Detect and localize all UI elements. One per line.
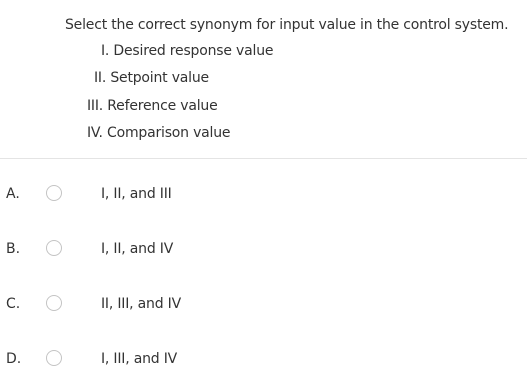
answer-option-d[interactable]	[0, 339, 527, 379]
statement-item: II. Setpoint value	[94, 70, 209, 86]
option-label[interactable]: I, III, and IV	[101, 351, 178, 367]
question-prompt: Select the correct synonym for input value in the control system.	[65, 17, 509, 33]
option-label[interactable]: I, II, and III	[101, 186, 172, 202]
option-letter: B.	[6, 241, 21, 257]
option-letter: A.	[6, 186, 20, 202]
option-letter: D.	[6, 351, 22, 367]
radio-button[interactable]	[46, 350, 62, 366]
radio-button[interactable]	[46, 185, 62, 201]
statement-item: III. Reference value	[87, 98, 218, 114]
option-label[interactable]: I, II, and IV	[101, 241, 174, 257]
divider	[0, 158, 527, 159]
radio-button[interactable]	[46, 240, 62, 256]
answer-option-b[interactable]	[0, 229, 527, 269]
statement-item: I. Desired response value	[101, 43, 274, 59]
option-letter: C.	[6, 296, 21, 312]
option-label[interactable]: II, III, and IV	[101, 296, 181, 312]
statement-item: IV. Comparison value	[87, 125, 231, 141]
answer-option-c[interactable]	[0, 284, 527, 324]
answer-option-a[interactable]	[0, 174, 527, 214]
radio-button[interactable]	[46, 295, 62, 311]
